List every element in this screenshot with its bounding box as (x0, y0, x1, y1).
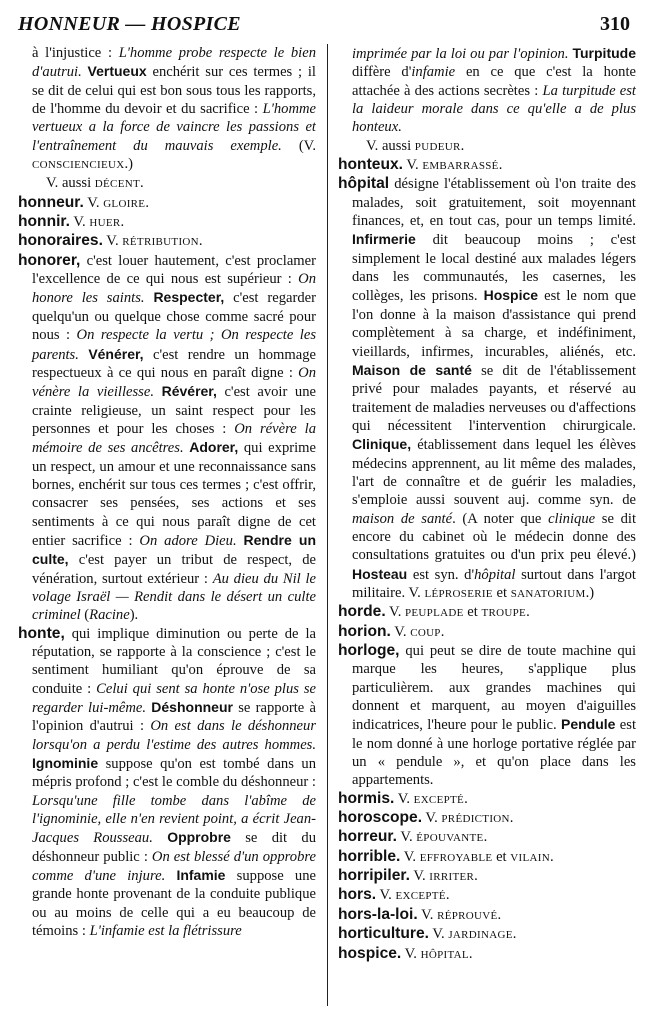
cross-reference: EMBARRASSÉ (422, 160, 499, 173)
definition-text: suppose une grande honte provenant de la conduite publique ou au moins de celle qui a eu beaucoup de témoins : (32, 868, 316, 940)
definition-text: et (492, 584, 511, 601)
definition-text: . (198, 233, 203, 250)
entry-horrible (338, 848, 636, 867)
example-text: On est blessé d'un opprobre comme d'une injure. (32, 848, 316, 885)
headword: honorer, (18, 251, 81, 269)
cross-reference: CONSCIENCIEUX (32, 159, 125, 172)
synonym-term: Ignominie (32, 755, 99, 772)
example-text: clinique (548, 510, 596, 527)
definition-text: surtout dans l'argot militaire. V. (352, 566, 636, 601)
entry-honnir (18, 213, 316, 232)
definition-text: . (A noter que (452, 510, 549, 527)
headword: horreur. (338, 828, 397, 846)
definition-text: . (474, 868, 478, 885)
synonym-term: Pendule (561, 716, 616, 733)
cross-reference: PEUPLADE (405, 607, 464, 620)
definition-text: se rapporte à l'opinion d'autrui : (32, 700, 316, 735)
definition-text: V. (409, 868, 430, 885)
example-text: On vénère la vieillesse. (32, 364, 316, 401)
cross-reference: ÉPOUVANTE (416, 832, 484, 845)
entry-hopital (338, 175, 636, 603)
cross-reference: EFFROYABLE (419, 851, 493, 864)
synonym-term: Maison de santé (352, 361, 472, 378)
entry-honorer (18, 252, 316, 625)
synonym-term: Respecter, (153, 289, 225, 306)
definition-text: qui implique diminution ou perte de la réputation, se rapporte à la conscience ; c'est le sentiment humiliant qu'on éprouve de sa conduite : (32, 625, 316, 697)
entry-honteux (338, 156, 636, 175)
entry-horoscope (338, 809, 636, 828)
definition-text: . (498, 157, 503, 174)
example-text: infamie (411, 64, 456, 81)
definition-text: .) (124, 156, 134, 173)
example-text: Racine (89, 607, 130, 624)
definition-text: et (492, 848, 511, 865)
definition-text: est le nom que l'on donne à la maison d'assistance qui prend complètement à sa charge, et indéfiniment, vieillards, infirmes, incurables, aliénés, etc. (352, 288, 636, 360)
entry-honte (18, 625, 316, 941)
cross-reference: GLOIRE (103, 197, 146, 210)
example-text: hôpital (474, 566, 516, 583)
running-title: HONNEUR — HOSPICE (18, 13, 241, 35)
example-text: L'homme vertueux a la force de vaincre les passions et l'entraînement du mauvais exemple. (32, 101, 316, 154)
definition-text: se dit de l'établissement privé pour malades payants, et réservé au traitement de maladies nerveuses ou d'affections qui nécessitent l'intervention chirurgicale. (352, 362, 636, 434)
column-divider (327, 44, 328, 1006)
cross-reference: IRRITER (429, 871, 475, 884)
entry-hospice (338, 945, 636, 964)
headword: hors-la-loi. (338, 905, 418, 923)
definition-text: V. (394, 790, 414, 807)
definition-text: . (460, 137, 465, 154)
cross-reference: LÉPROSERIE (424, 587, 493, 600)
definition-text: c'est regarder quelqu'un ou quelque chose comme sacré pour nous : (32, 290, 316, 344)
definition-text: V. (396, 829, 417, 846)
entry-hors (338, 886, 636, 905)
headword: horloge, (338, 642, 400, 659)
entry-continuation (338, 44, 636, 137)
headword: honteux. (338, 156, 403, 174)
definition-text: . (139, 175, 144, 192)
definition-text: V. (428, 926, 449, 943)
headword: hospice. (338, 944, 402, 962)
entry-hormis (338, 790, 636, 809)
example-text: On honore les saints. (32, 271, 316, 307)
synonym-term: Infamie (176, 867, 226, 884)
synonym-term: Vertueux (87, 63, 147, 80)
cross-reference: TROUPE (481, 607, 527, 620)
definition-text: c'est payer un tribut de respect, de vénération, surtout extérieur : (32, 552, 316, 587)
synonym-term: Déshonneur (151, 699, 233, 716)
definition-text: désigne l'établissement où l'on traite des malades, soit gratuitement, soit moyennant finances, et, en tout cas, pour un temps limité. (352, 176, 636, 230)
definition-text: V. (102, 233, 123, 250)
headword: horoscope. (338, 809, 423, 827)
definition-text: V. (385, 604, 405, 621)
cross-reference: PRÉDICTION (441, 813, 510, 826)
synonym-term: Turpitude (572, 45, 636, 61)
definition-text: suppose qu'on est tombé dans un mépris profond ; c'est le comble du déshonneur : (32, 756, 316, 791)
example-text: maison de santé (352, 510, 453, 527)
example-text: On adore Dieu. (139, 532, 237, 549)
synonym-term: Hospice (483, 287, 539, 304)
definition-text: . (549, 848, 554, 865)
headword: hôpital (338, 175, 390, 193)
left-column (18, 44, 316, 1010)
definition-text: . (512, 926, 517, 943)
definition-text: V. (83, 194, 104, 211)
example-text: imprimée par la loi ou par l'opinion. (352, 46, 569, 62)
cross-reference: RÉPROUVÉ (437, 909, 498, 922)
synonym-term: Vénérer, (88, 345, 144, 362)
definition-text: se dit encore du cabinet où le médecin donne des consultations gratuites ou d'un prix peu élevé.) (352, 510, 636, 564)
synonym-term: Clinique, (352, 436, 412, 453)
definition-text: . (483, 829, 488, 846)
definition-text: est le nom donné à une horloge portative réglée par un « pendule », et qu'on place dans les appartements. (352, 717, 636, 789)
definition-text: .) (585, 584, 595, 601)
example-text: L'infamie est la flétrissure (89, 923, 242, 940)
definition-text: c'est avoir une crainte religieuse, un saint respect pour les personnes et pour les choses : (32, 384, 316, 437)
definition-text: qui peut se dire de toute machine qui marque les heures, s'applique plus particulièrem. aux grandes machines qui donnent et marquent, au moyen d'aiguilles indicatrices, l'heure pour le public. (352, 643, 636, 734)
definition-text: . (497, 906, 502, 923)
headword: honte, (18, 624, 65, 642)
synonym-term: Infirmerie (352, 231, 416, 248)
entry-horticulture (338, 925, 636, 944)
definition-text: ( (80, 607, 90, 624)
example-text: On est dans le déshonneur lorsqu'on a perdu l'estime des autres hommes. (32, 718, 316, 753)
synonym-term: Hosteau (352, 565, 408, 582)
entry-horreur (338, 828, 636, 847)
definition-text: . (464, 790, 468, 807)
example-text: Lorsqu'une fille tombe dans l'abîme de l'ignominie, elle n'en revient point, a écrit Jean-Jacques Rousseau. (32, 792, 316, 847)
cross-reference: COUP (410, 626, 441, 639)
synonym-term: Rendre un culte, (32, 531, 316, 568)
entry-hors-la-loi (338, 906, 636, 925)
entry-continuation (18, 44, 316, 174)
definition-text: V. (417, 906, 438, 923)
example-text: La turpitude est la laideur morale dans ce qu'elle a de plus honteux. (352, 82, 636, 136)
definition-text: . (526, 604, 530, 621)
example-text: Au dieu du Nil le volage Israël — Rendit dans le désert un culte criminel (32, 570, 316, 624)
headword: horde. (338, 603, 386, 621)
definition-text: diffère d' (352, 64, 412, 81)
definition-text: V. (402, 157, 423, 174)
headword: hormis. (338, 789, 395, 807)
example-text: Celui qui sent sa honte n'ose plus se regarder lui-même. (32, 680, 316, 717)
entry-horloge (338, 642, 636, 790)
definition-text: V. (376, 887, 396, 904)
definition-text: V. (69, 214, 90, 231)
cross-reference: JARDINAGE (448, 929, 513, 942)
headword: horrible. (338, 847, 401, 865)
see-also-pudeur (338, 137, 636, 156)
definition-text: V. aussi (366, 137, 415, 154)
definition-text: se dit du déshonneur public : (32, 830, 316, 865)
example-text: On respecte la vertu ; On respecte les parents. (32, 327, 316, 363)
cross-reference: DÉCENT (94, 178, 140, 191)
definition-text: qui exprime un respect, un amour et une reconnaissance sans bornes, enchérit sur tous ces termes ; c'est offrir, consacrer ses pensées, ses actions et ses sentiments à ce qui nous paraît digne de cet entier sacrifice : (32, 440, 316, 549)
headword: honoraires. (18, 232, 103, 250)
definition-text: c'est rendre un hommage respectueux à ce qui nous en paraît digne : (32, 346, 316, 381)
cross-reference: EXCEPTÉ (413, 793, 465, 806)
headword: honnir. (18, 213, 70, 231)
cross-reference: RÉTRIBUTION (122, 236, 199, 249)
right-column (338, 44, 636, 1010)
definition-text: est syn. d' (407, 566, 475, 583)
definition-text: (V. (281, 137, 316, 154)
see-also-decent (18, 174, 316, 193)
definition-text: et (463, 604, 482, 621)
definition-text: V. (401, 945, 421, 962)
definition-text: V. aussi (46, 175, 95, 192)
definition-text: . (145, 194, 149, 211)
page-number: 310 (600, 13, 630, 35)
definition-text: . (445, 887, 450, 904)
synonym-term: Opprobre (167, 829, 231, 846)
headword: honneur. (18, 193, 84, 211)
definition-text: . (468, 945, 473, 962)
example-text: L'homme probe respecte le bien d'autrui. (32, 45, 316, 81)
synonym-term: Adorer, (189, 439, 239, 456)
cross-reference: SANATORIUM (510, 587, 586, 600)
definition-text: V. (422, 810, 442, 827)
definition-text: V. (400, 848, 420, 865)
cross-reference: VILAIN (510, 851, 550, 864)
entry-horde (338, 603, 636, 622)
definition-text: établissement dans lequel les élèves médecins apprennent, au lit même des malades, l'art de connaître et de guérir les maladies, s'emploie aussi souvent auj. comme syn. de (352, 437, 636, 509)
page-header (18, 10, 630, 38)
definition-text: en ce que c'est la honte attachée à des actions secrètes : (352, 64, 636, 99)
cross-reference: EXCEPTÉ (395, 890, 446, 903)
definition-text: . (440, 623, 445, 640)
cross-reference: PUDEUR (414, 140, 461, 153)
definition-text: ). (129, 607, 139, 624)
entry-honneur (18, 194, 316, 213)
definition-text: à l'injustice : (32, 45, 119, 61)
definition-text: V. (390, 623, 411, 640)
headword: horripiler. (338, 867, 410, 885)
definition-text: enchérit sur ces termes ; il se dit de celui qui est bon sous tous les rapports, de l'homme du devoir et du sacrifice : (32, 64, 316, 118)
headword: horticulture. (338, 925, 429, 943)
definition-text: . (509, 810, 514, 827)
cross-reference: HÔPITAL (420, 948, 469, 961)
synonym-term: Révérer, (161, 383, 217, 400)
definition-text: . (120, 214, 125, 231)
cross-reference: HUER (89, 217, 121, 230)
headword: horion. (338, 622, 391, 640)
entry-horripiler (338, 867, 636, 886)
entry-horion (338, 623, 636, 642)
example-text: On révère la mémoire de ses ancêtres. (32, 420, 316, 457)
definition-text: c'est louer hautement, c'est proclamer l'excellence de ce qui nous est supérieur : (32, 252, 316, 288)
entry-honoraires (18, 232, 316, 251)
headword: hors. (338, 886, 377, 904)
definition-text: dit beaucoup moins ; c'est simplement le local destiné aux malades légers dans les communautés, les casernes, les collèges, les prisons. (352, 232, 636, 305)
